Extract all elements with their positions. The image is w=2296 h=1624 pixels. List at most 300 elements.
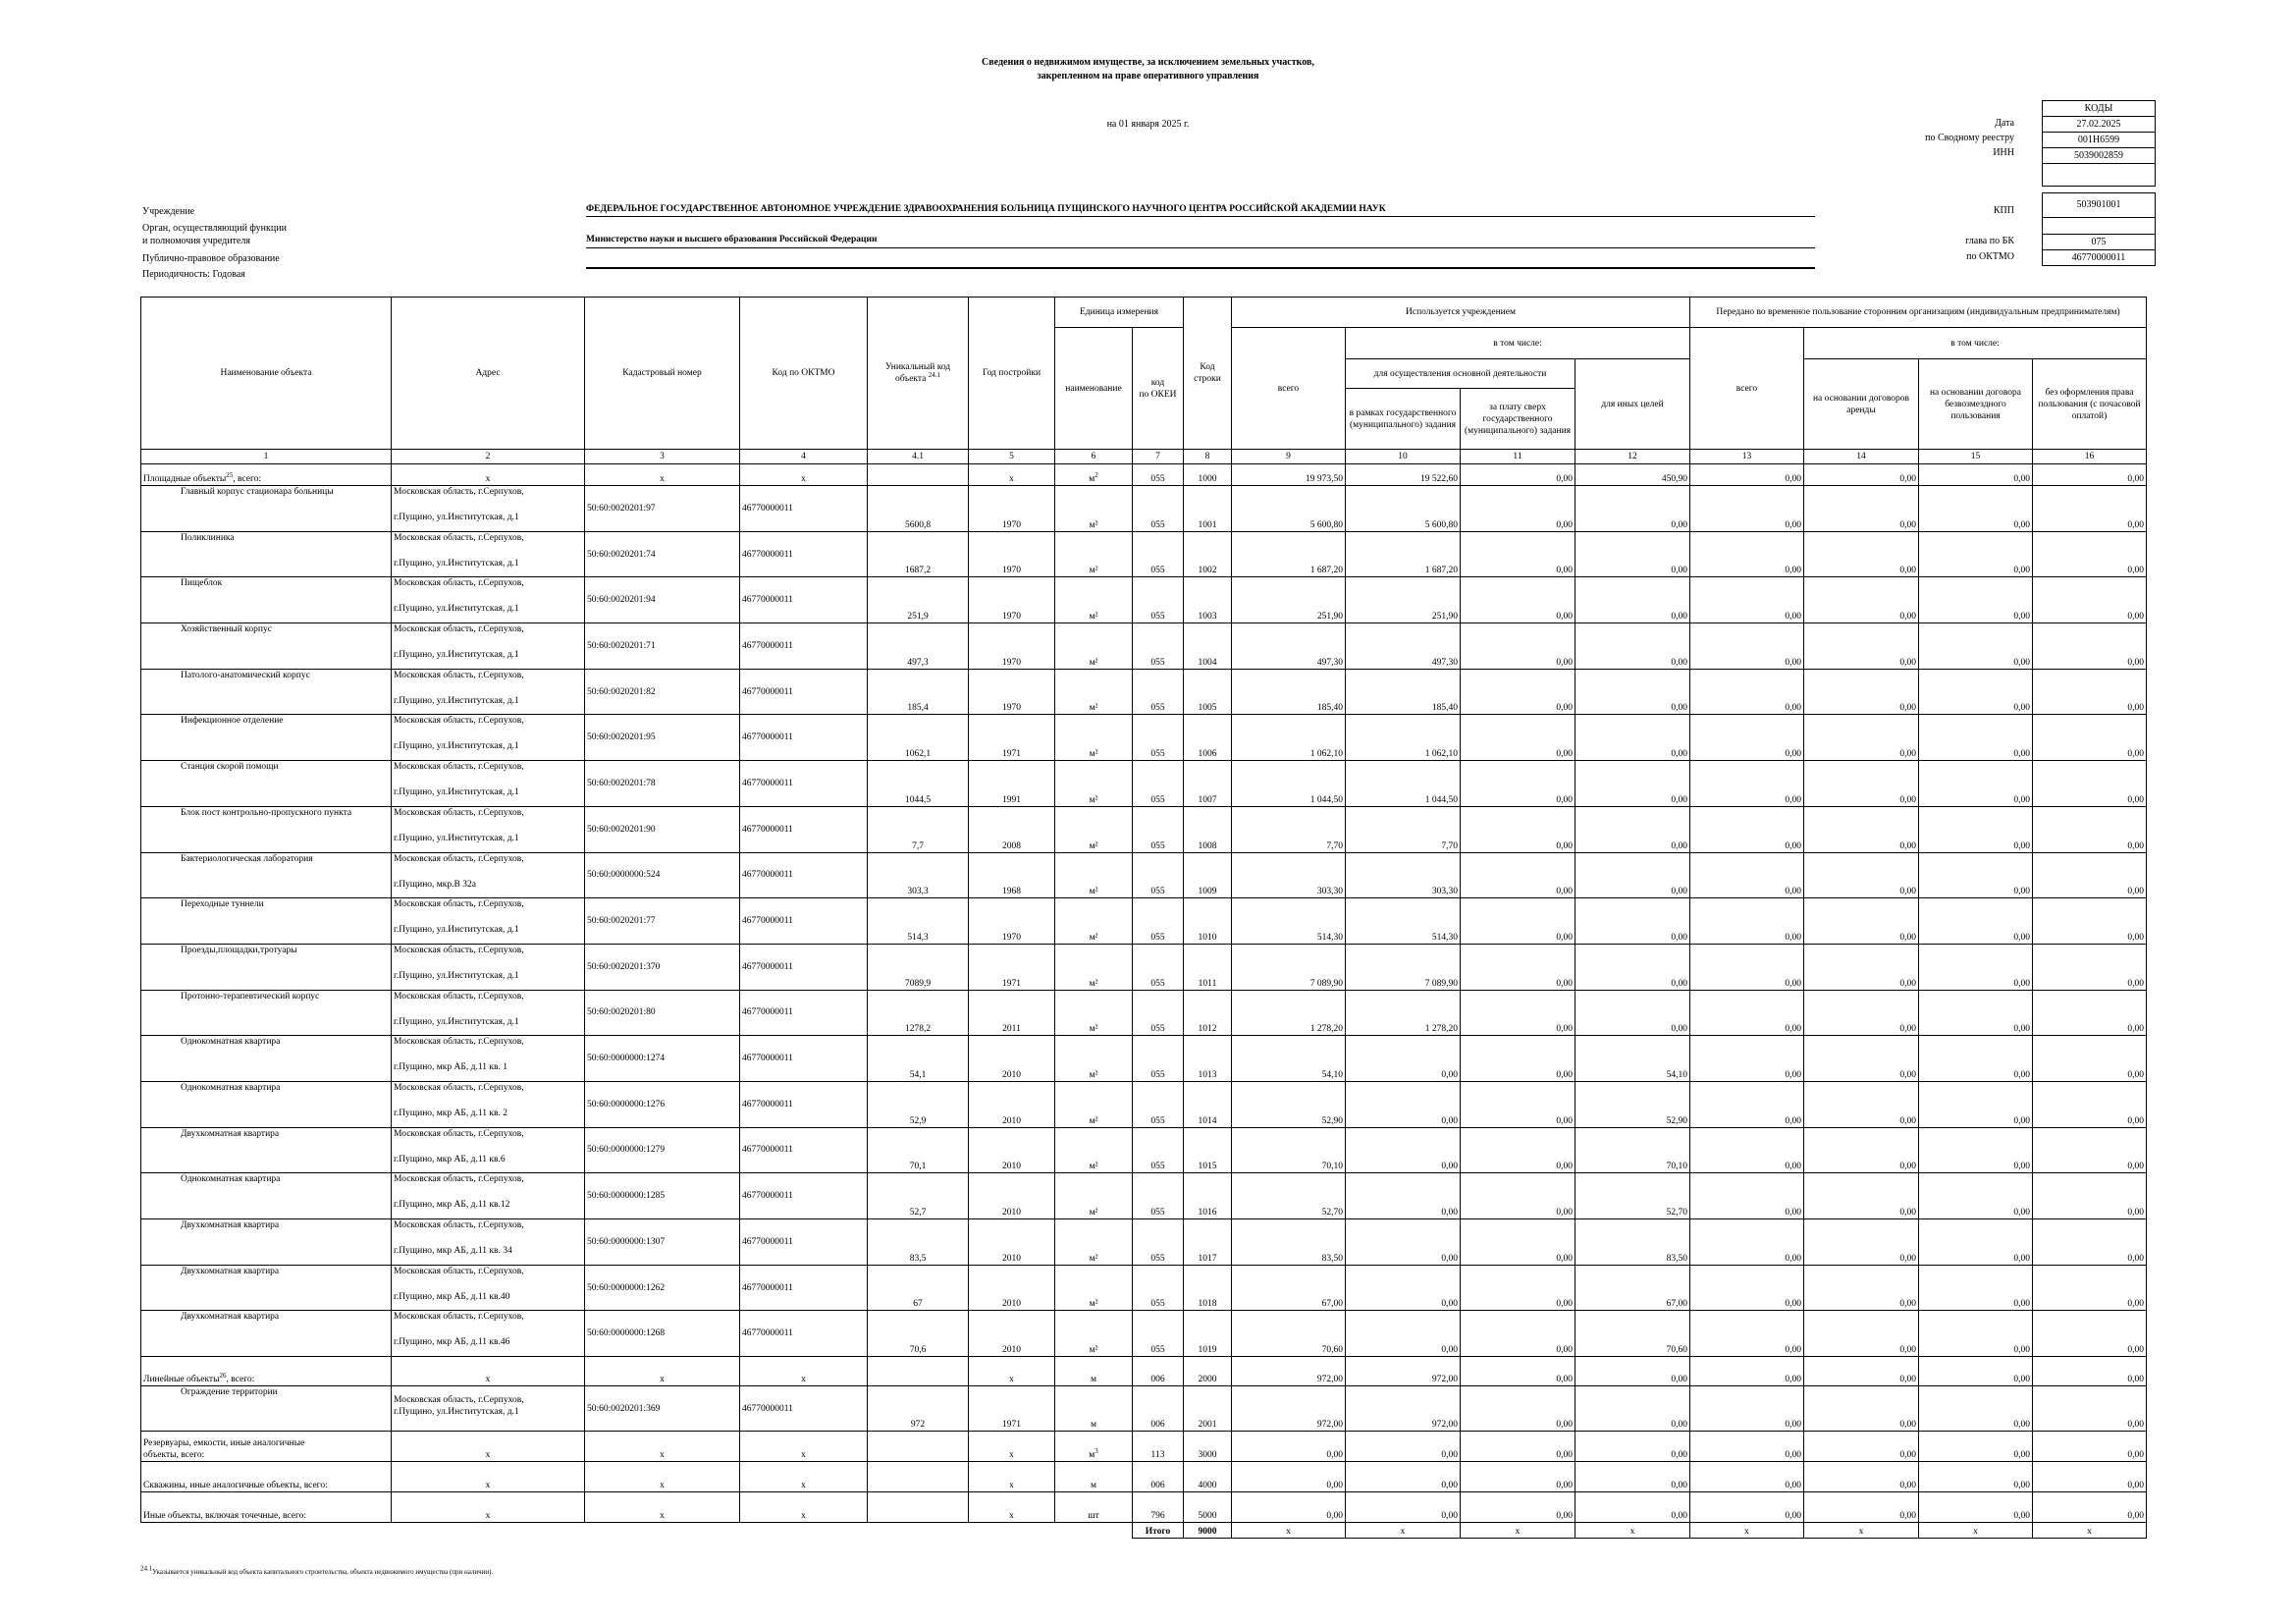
- value-cell: 0,00: [1919, 1127, 2033, 1173]
- object-row: [141, 623, 2147, 670]
- cadastral-number: 50:60:0020201:369: [585, 1386, 740, 1432]
- okei-cell: 055: [1133, 761, 1184, 807]
- okei-cell: 055: [1133, 464, 1184, 486]
- build-year: 2008: [969, 806, 1055, 852]
- okei-cell: 055: [1133, 715, 1184, 761]
- object-name: Пищеблок: [141, 577, 392, 623]
- object-row: [141, 990, 2147, 1036]
- object-row: [141, 898, 2147, 945]
- value-cell: 1 278,20: [1346, 990, 1461, 1036]
- object-row: [141, 1265, 2147, 1311]
- object-address: Московская область, г.Серпухов, г.Пущино, ул.Институтская, д.1: [392, 486, 585, 532]
- unit-cell: м²: [1055, 852, 1133, 898]
- value-cell: 450,90: [1575, 464, 1690, 486]
- x-cell: x: [585, 464, 740, 486]
- value-cell: 0,00: [2033, 761, 2147, 807]
- x-cell: x: [2033, 1523, 2147, 1539]
- object-name: Однокомнатная квартира: [141, 1081, 392, 1127]
- value-cell: 0,00: [1919, 1081, 2033, 1127]
- code-cell: 1017: [1184, 1219, 1232, 1266]
- linear-total-row: [141, 1357, 2147, 1386]
- value-cell: 0,00: [1346, 1432, 1461, 1462]
- value-cell: 0,00: [1232, 1462, 1346, 1492]
- x-cell: x: [969, 1432, 1055, 1462]
- value-cell: 0,00: [1919, 1036, 2033, 1082]
- value-cell: 0,00: [1690, 1386, 1804, 1432]
- value-cell: 0,00: [1919, 1173, 2033, 1219]
- oktmo-code: 46770000011: [740, 1127, 868, 1173]
- value-cell: 0,00: [1461, 1357, 1575, 1386]
- value-cell: 0,00: [1575, 806, 1690, 852]
- oktmo-code: 46770000011: [740, 1081, 868, 1127]
- hdr-unique: Уникальный код объекта $^{24.1}$: [868, 298, 969, 450]
- cadastral-number: 50:60:0020201:94: [585, 577, 740, 623]
- property-table: [140, 297, 2147, 1539]
- codes-empty: [2043, 218, 2155, 235]
- col-number: 13: [1690, 450, 1804, 464]
- value-cell: 19 522,60: [1346, 464, 1461, 486]
- value-cell: 0,00: [1690, 464, 1804, 486]
- value-cell: 251,90: [1346, 577, 1461, 623]
- value-cell: 0,00: [1346, 1265, 1461, 1311]
- code-cell: 1006: [1184, 715, 1232, 761]
- value-cell: 0,00: [1575, 990, 1690, 1036]
- value-cell: 0,00: [1690, 531, 1804, 577]
- hdr-transferred: Передано во временное пользование сторонним организациям (индивидуальным предпринимателям): [1690, 298, 2147, 328]
- public-label: Публично-правовое образование: [142, 253, 280, 264]
- cadastral-number: 50:60:0020201:370: [585, 944, 740, 990]
- institution-name: ФЕДЕРАЛЬНОЕ ГОСУДАРСТВЕННОЕ АВТОНОМНОЕ УЧРЕЖДЕНИЕ ЗДРАВООХРАНЕНИЯ БОЛЬНИЦА ПУЩИНСКОГО НАУЧНОГО ЦЕНТРА РОССИЙСКОЙ АКАДЕМИИ НАУК: [586, 204, 1815, 217]
- hdr-used-total: всего: [1232, 328, 1346, 450]
- value-cell: 0,00: [1919, 761, 2033, 807]
- unique-code: 83,5: [868, 1219, 969, 1266]
- value-cell: 0,00: [2033, 464, 2147, 486]
- okei-cell: 055: [1133, 1036, 1184, 1082]
- value-cell: 0,00: [1575, 852, 1690, 898]
- value-cell: 0,00: [1804, 715, 1919, 761]
- x-cell: x: [969, 1357, 1055, 1386]
- value-cell: 0,00: [1804, 577, 1919, 623]
- object-address: Московская область, г.Серпухов, г.Пущино, ул.Институтская, д.1: [392, 715, 585, 761]
- object-row: [141, 1127, 2147, 1173]
- value-cell: 0,00: [1804, 852, 1919, 898]
- unique-code: 1278,2: [868, 990, 969, 1036]
- value-cell: 0,00: [2033, 1219, 2147, 1266]
- code-cell: 5000: [1184, 1492, 1232, 1523]
- cadastral-number: 50:60:0000000:1274: [585, 1036, 740, 1082]
- object-name: Хозяйственный корпус: [141, 623, 392, 670]
- oktmo-code: 46770000011: [740, 990, 868, 1036]
- x-cell: x: [740, 1462, 868, 1492]
- object-address: Московская область, г.Серпухов, г.Пущино, ул.Институтская, д.1: [392, 990, 585, 1036]
- date-value: 27.02.2025: [2043, 117, 2155, 133]
- x-cell: x: [740, 1357, 868, 1386]
- object-name: Бактериологическая лаборатория: [141, 852, 392, 898]
- codes-box: [2042, 100, 2156, 187]
- x-cell: x: [585, 1357, 740, 1386]
- hdr-tr-total: всего: [1690, 328, 1804, 450]
- hdr-rent: на основании договоров аренды: [1804, 359, 1919, 450]
- object-address: Московская область, г.Серпухов, г.Пущино, ул.Институтская, д.1: [392, 806, 585, 852]
- value-cell: 0,00: [1461, 1173, 1575, 1219]
- svod-label: по Сводному реестру: [1925, 133, 2014, 143]
- unit-cell: м²: [1055, 531, 1133, 577]
- value-cell: 19 973,50: [1232, 464, 1346, 486]
- x-cell: x: [392, 1492, 585, 1523]
- value-cell: 0,00: [2033, 944, 2147, 990]
- value-cell: 0,00: [1346, 1311, 1461, 1357]
- code-cell: 1018: [1184, 1265, 1232, 1311]
- x-cell: x: [1461, 1523, 1575, 1539]
- unique-code: 1687,2: [868, 531, 969, 577]
- report-date: на 01 января 2025 г.: [1106, 119, 1190, 130]
- col-number: 7: [1133, 450, 1184, 464]
- unit-cell: м²: [1055, 944, 1133, 990]
- report-title-line1: Сведения о недвижимом имуществе, за исключением земельных участков,: [982, 57, 1314, 68]
- object-name: Двухкомнатная квартира: [141, 1219, 392, 1266]
- cadastral-number: 50:60:0000000:1279: [585, 1127, 740, 1173]
- value-cell: 0,00: [1461, 1265, 1575, 1311]
- hdr-no-docs: без оформления права пользования (с почасовой оплатой): [2033, 359, 2147, 450]
- value-cell: 0,00: [1690, 486, 1804, 532]
- unique-code: 972: [868, 1386, 969, 1432]
- okei-cell: 055: [1133, 577, 1184, 623]
- unit-cell: м²: [1055, 898, 1133, 945]
- code-cell: 1004: [1184, 623, 1232, 670]
- oktmo-code: 46770000011: [740, 531, 868, 577]
- value-cell: 0,00: [2033, 806, 2147, 852]
- build-year: 1971: [969, 715, 1055, 761]
- grand-total-label: Итого: [1133, 1523, 1184, 1539]
- value-cell: 0,00: [1690, 1265, 1804, 1311]
- value-cell: 0,00: [1919, 1462, 2033, 1492]
- value-cell: 0,00: [1461, 1462, 1575, 1492]
- value-cell: 0,00: [1804, 1311, 1919, 1357]
- col-number: 8: [1184, 450, 1232, 464]
- hdr-tr-incl: в том числе:: [1804, 328, 2147, 359]
- code-cell: 1015: [1184, 1127, 1232, 1173]
- organ-label-2: и полномочия учредителя: [142, 236, 250, 246]
- okei-cell: 055: [1133, 944, 1184, 990]
- unit-cell: м²: [1055, 669, 1133, 715]
- value-cell: 0,00: [1461, 1311, 1575, 1357]
- glava-value: 075: [2043, 235, 2155, 250]
- col-number: 3: [585, 450, 740, 464]
- value-cell: 0,00: [1804, 1462, 1919, 1492]
- cadastral-number: 50:60:0000000:1276: [585, 1081, 740, 1127]
- value-cell: 7 089,90: [1346, 944, 1461, 990]
- x-cell: x: [585, 1462, 740, 1492]
- value-cell: 0,00: [2033, 1462, 2147, 1492]
- category-total-row: [141, 1432, 2147, 1462]
- column-number-row: [141, 450, 2147, 464]
- value-cell: 0,00: [1690, 1081, 1804, 1127]
- cadastral-number: 50:60:0020201:82: [585, 669, 740, 715]
- col-number: 10: [1346, 450, 1461, 464]
- object-address: Московская область, г.Серпухов, г.Пущино, мкр АБ, д.11 кв.46: [392, 1311, 585, 1357]
- codes-box-lower: [2042, 192, 2156, 266]
- value-cell: 0,00: [1919, 1265, 2033, 1311]
- value-cell: 0,00: [2033, 715, 2147, 761]
- build-year: 1970: [969, 669, 1055, 715]
- code-cell: 1009: [1184, 852, 1232, 898]
- value-cell: 0,00: [2033, 486, 2147, 532]
- value-cell: 0,00: [1919, 898, 2033, 945]
- unique-code: 5600,8: [868, 486, 969, 532]
- date-label: Дата: [1995, 118, 2014, 129]
- value-cell: 0,00: [2033, 1386, 2147, 1432]
- value-cell: 0,00: [1575, 715, 1690, 761]
- value-cell: 0,00: [2033, 990, 2147, 1036]
- unique-code: 1062,1: [868, 715, 969, 761]
- value-cell: 0,00: [1461, 715, 1575, 761]
- col-number: 4.1: [868, 450, 969, 464]
- object-name: Патолого-анатомический корпус: [141, 669, 392, 715]
- glava-label: глава по БК: [1965, 236, 2014, 246]
- value-cell: 0,00: [1690, 577, 1804, 623]
- col-number: 12: [1575, 450, 1690, 464]
- value-cell: 0,00: [1690, 1357, 1804, 1386]
- object-address: Московская область, г.Серпухов, г.Пущино, ул.Институтская, д.1: [392, 761, 585, 807]
- value-cell: 0,00: [1804, 1219, 1919, 1266]
- x-cell: x: [392, 464, 585, 486]
- build-year: 1971: [969, 1386, 1055, 1432]
- object-name: Однокомнатная квартира: [141, 1036, 392, 1082]
- build-year: 2010: [969, 1311, 1055, 1357]
- object-address: Московская область, г.Серпухов, г.Пущино, ул.Институтская, д.1: [392, 669, 585, 715]
- value-cell: 0,00: [1575, 531, 1690, 577]
- build-year: 1970: [969, 486, 1055, 532]
- okei-cell: 055: [1133, 1311, 1184, 1357]
- code-cell: 1008: [1184, 806, 1232, 852]
- object-name: Проезды,площадки,тротуары: [141, 944, 392, 990]
- oktmo-value: 46770000011: [2071, 252, 2126, 263]
- object-row: [141, 1036, 2147, 1082]
- object-row: [141, 1219, 2147, 1266]
- value-cell: 54,10: [1232, 1036, 1346, 1082]
- unique-code: 185,4: [868, 669, 969, 715]
- value-cell: 0,00: [1804, 669, 1919, 715]
- value-cell: 70,10: [1232, 1127, 1346, 1173]
- object-name: Поликлиника: [141, 531, 392, 577]
- unique-code: 497,3: [868, 623, 969, 670]
- value-cell: 0,00: [1804, 464, 1919, 486]
- value-cell: 0,00: [1919, 1492, 2033, 1523]
- value-cell: 0,00: [2033, 898, 2147, 945]
- value-cell: 0,00: [1690, 1219, 1804, 1266]
- build-year: 1968: [969, 852, 1055, 898]
- unit-cell: м²: [1055, 486, 1133, 532]
- code-cell: 2001: [1184, 1386, 1232, 1432]
- unique-code: 251,9: [868, 577, 969, 623]
- object-name: Ограждение территории: [141, 1386, 392, 1432]
- okei-cell: 055: [1133, 623, 1184, 670]
- cadastral-number: 50:60:0000000:1262: [585, 1265, 740, 1311]
- value-cell: 0,00: [1461, 669, 1575, 715]
- value-cell: 185,40: [1232, 669, 1346, 715]
- unique-code: 52,7: [868, 1173, 969, 1219]
- hdr-main-activity: для осуществления основной деятельности: [1346, 359, 1575, 389]
- codes-blank: [2043, 164, 2155, 186]
- x-cell: x: [392, 1357, 585, 1386]
- okei-cell: 055: [1133, 1219, 1184, 1266]
- object-address: Московская область, г.Серпухов, г.Пущино, ул.Институтская, д.1: [392, 531, 585, 577]
- value-cell: 0,00: [1575, 623, 1690, 670]
- object-name: Двухкомнатная квартира: [141, 1311, 392, 1357]
- oktmo-code: 46770000011: [740, 623, 868, 670]
- value-cell: 303,30: [1346, 852, 1461, 898]
- okei-cell: 006: [1133, 1386, 1184, 1432]
- value-cell: 0,00: [1690, 806, 1804, 852]
- cadastral-number: 50:60:0020201:71: [585, 623, 740, 670]
- value-cell: 0,00: [1919, 944, 2033, 990]
- code-cell: 2000: [1184, 1357, 1232, 1386]
- unit-cell: м²: [1055, 1081, 1133, 1127]
- value-cell: 0,00: [1575, 669, 1690, 715]
- value-cell: 0,00: [1232, 1432, 1346, 1462]
- value-cell: 0,00: [2033, 1036, 2147, 1082]
- build-year: 2010: [969, 1265, 1055, 1311]
- hdr-unit-name: наименование: [1055, 328, 1133, 450]
- object-name: Станция скорой помощи: [141, 761, 392, 807]
- oktmo-code: 46770000011: [740, 898, 868, 945]
- cadastral-number: 50:60:0020201:77: [585, 898, 740, 945]
- value-cell: 0,00: [1461, 898, 1575, 945]
- oktmo-code: 46770000011: [740, 1386, 868, 1432]
- value-cell: 972,00: [1232, 1357, 1346, 1386]
- col-number: 1: [141, 450, 392, 464]
- unit-cell: м²: [1055, 806, 1133, 852]
- cadastral-number: 50:60:0000000:524: [585, 852, 740, 898]
- object-name: Главный корпус стационара больницы: [141, 486, 392, 532]
- value-cell: 0,00: [1690, 1462, 1804, 1492]
- value-cell: 0,00: [1690, 761, 1804, 807]
- inn-label: ИНН: [1993, 147, 2014, 158]
- cadastral-number: 50:60:0020201:90: [585, 806, 740, 852]
- okei-cell: 055: [1133, 531, 1184, 577]
- value-cell: 0,00: [1919, 577, 2033, 623]
- x-cell: x: [585, 1492, 740, 1523]
- value-cell: 0,00: [1461, 990, 1575, 1036]
- value-cell: 0,00: [1919, 990, 2033, 1036]
- svod-value: 001Н6599: [2043, 133, 2155, 148]
- code-cell: 1005: [1184, 669, 1232, 715]
- value-cell: 0,00: [1461, 806, 1575, 852]
- value-cell: 52,90: [1232, 1081, 1346, 1127]
- okei-cell: 055: [1133, 486, 1184, 532]
- value-cell: 0,00: [2033, 1311, 2147, 1357]
- value-cell: 0,00: [1461, 486, 1575, 532]
- value-cell: 7,70: [1346, 806, 1461, 852]
- value-cell: 0,00: [1346, 1127, 1461, 1173]
- value-cell: 0,00: [2033, 1432, 2147, 1462]
- value-cell: 972,00: [1232, 1386, 1346, 1432]
- empty-cell: [868, 1357, 969, 1386]
- value-cell: 0,00: [1804, 1432, 1919, 1462]
- okei-cell: 006: [1133, 1462, 1184, 1492]
- object-row: [141, 531, 2147, 577]
- value-cell: 0,00: [1690, 1311, 1804, 1357]
- hdr-free: на основании договора безвозмездного пользования: [1919, 359, 2033, 450]
- oktmo-code: 46770000011: [740, 1036, 868, 1082]
- col-number: 2: [392, 450, 585, 464]
- cadastral-number: 50:60:0020201:78: [585, 761, 740, 807]
- object-name: Двухкомнатная квартира: [141, 1265, 392, 1311]
- value-cell: 514,30: [1346, 898, 1461, 945]
- value-cell: 0,00: [1919, 1219, 2033, 1266]
- okei-cell: 113: [1133, 1432, 1184, 1462]
- value-cell: 0,00: [1575, 898, 1690, 945]
- object-row: [141, 806, 2147, 852]
- oktmo-code: 46770000011: [740, 806, 868, 852]
- col-number: 11: [1461, 450, 1575, 464]
- inn-value: 5039002859: [2043, 148, 2155, 164]
- period-line: [586, 268, 1815, 269]
- grand-total-row: [141, 1523, 2147, 1539]
- value-cell: 0,00: [1804, 623, 1919, 670]
- unit-cell: $м^2$: [1055, 464, 1133, 486]
- oktmo-code: 46770000011: [740, 1219, 868, 1266]
- unit-cell: м²: [1055, 577, 1133, 623]
- value-cell: 972,00: [1346, 1357, 1461, 1386]
- oktmo-code: 46770000011: [740, 715, 868, 761]
- value-cell: 1 687,20: [1232, 531, 1346, 577]
- empty-cell: [868, 1432, 969, 1462]
- code-cell: 1019: [1184, 1311, 1232, 1357]
- codes-header: КОДЫ: [2043, 101, 2155, 117]
- unit-cell: м²: [1055, 1265, 1133, 1311]
- oktmo-code: 46770000011: [740, 944, 868, 990]
- okei-cell: 796: [1133, 1492, 1184, 1523]
- col-number: 9: [1232, 450, 1346, 464]
- value-cell: 0,00: [1461, 761, 1575, 807]
- value-cell: 0,00: [1919, 669, 2033, 715]
- unit-cell: м²: [1055, 990, 1133, 1036]
- founder-name: Министерство науки и высшего образования Российской Федерации: [586, 235, 1815, 248]
- object-name: Переходные туннели: [141, 898, 392, 945]
- value-cell: 0,00: [1346, 1462, 1461, 1492]
- x-cell: x: [740, 1492, 868, 1523]
- value-cell: 0,00: [1461, 1219, 1575, 1266]
- code-cell: 1003: [1184, 577, 1232, 623]
- value-cell: 54,10: [1575, 1036, 1690, 1082]
- report-title-line2: закрепленном на праве оперативного управления: [1037, 71, 1259, 81]
- value-cell: 0,00: [2033, 669, 2147, 715]
- hdr-unit-code: код по ОКЕИ: [1133, 328, 1184, 450]
- code-cell: 4000: [1184, 1462, 1232, 1492]
- value-cell: 0,00: [1232, 1492, 1346, 1523]
- value-cell: 0,00: [1346, 1036, 1461, 1082]
- code-cell: 1010: [1184, 898, 1232, 945]
- x-cell: x: [740, 1432, 868, 1462]
- value-cell: 0,00: [2033, 852, 2147, 898]
- area-total-row: [141, 464, 2147, 486]
- row-name: Скважины, иные аналогичные объекты, всего:: [141, 1462, 392, 1492]
- object-address: Московская область, г.Серпухов, г.Пущино, ул.Институтская, д.1: [392, 623, 585, 670]
- hdr-cadastral: Кадастровый номер: [585, 298, 740, 450]
- value-cell: 0,00: [1575, 486, 1690, 532]
- unit-cell: м²: [1055, 715, 1133, 761]
- value-cell: 0,00: [1919, 531, 2033, 577]
- x-cell: x: [969, 1492, 1055, 1523]
- value-cell: 5 600,80: [1346, 486, 1461, 532]
- value-cell: 0,00: [1690, 944, 1804, 990]
- unit-cell: шт: [1055, 1492, 1133, 1523]
- value-cell: 0,00: [1461, 464, 1575, 486]
- okei-cell: 006: [1133, 1357, 1184, 1386]
- x-cell: x: [1690, 1523, 1804, 1539]
- okei-cell: 055: [1133, 806, 1184, 852]
